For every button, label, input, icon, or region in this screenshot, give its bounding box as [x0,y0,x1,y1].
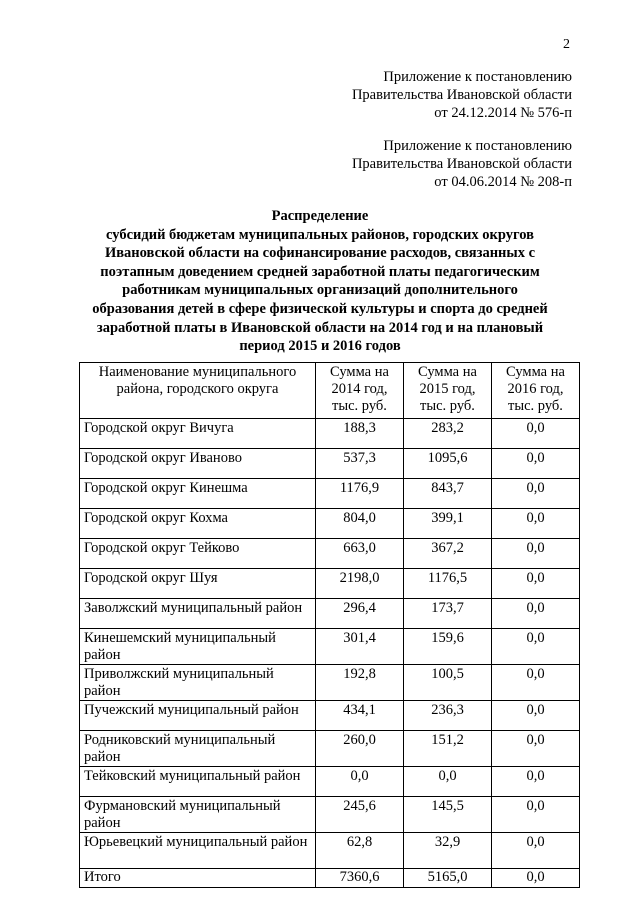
sum-2014: 663,0 [316,539,404,569]
sum-2016: 0,0 [492,731,580,767]
header-municipality: Наименование муниципального района, городского округа [80,363,316,419]
sum-2014: 260,0 [316,731,404,767]
municipality-name: Заволжский муниципальный район [80,599,316,629]
municipality-name: Городской округ Кохма [80,509,316,539]
appendix-reference-1 [352,68,572,122]
sum-2016: 0,0 [492,629,580,665]
sum-2014: 1176,9 [316,479,404,509]
sum-2015: 100,5 [404,665,492,701]
sum-2015: 367,2 [404,539,492,569]
appendix-line: Правительства Ивановской области [351,87,572,103]
sum-2014: 2198,0 [316,569,404,599]
sum-2016: 0,0 [492,833,580,869]
total-2015: 5165,0 [404,869,492,888]
subsidy-distribution-table [79,362,580,888]
municipality-name: Родниковский муниципальный район [80,731,316,767]
sum-2014: 537,3 [316,449,404,479]
sum-2016: 0,0 [492,509,580,539]
sum-2016: 0,0 [492,701,580,731]
appendix-line: Приложение к постановлению [383,138,572,154]
sum-2015: 0,0 [404,767,492,797]
sum-2016: 0,0 [492,665,580,701]
municipality-name: Городской округ Тейково [80,539,316,569]
sum-2016: 0,0 [492,599,580,629]
sum-2016: 0,0 [492,767,580,797]
sum-2014: 192,8 [316,665,404,701]
title-line: Ивановской области на софинансирование расходов, связанных с [104,245,536,262]
page-number: 2 [563,37,570,52]
table-row [80,731,580,767]
title-line: период 2015 и 2016 годов [239,338,401,355]
sum-2015: 159,6 [404,629,492,665]
sum-2014: 245,6 [316,797,404,833]
table-row [80,539,580,569]
municipality-name: Кинешемский муниципальный район [80,629,316,665]
header-sum-2016: Сумма на 2016 год, тыс. руб. [492,363,580,419]
sum-2014: 62,8 [316,833,404,869]
municipality-name: Городской округ Кинешма [80,479,316,509]
document-title [70,207,570,356]
title-heading: Распределение [271,208,369,224]
sum-2015: 145,5 [404,797,492,833]
title-line: образования детей в сфере физической культуры и спорта до средней [92,300,548,317]
sum-2014: 296,4 [316,599,404,629]
municipality-name: Юрьевецкий муниципальный район [80,833,316,869]
title-line: работникам муниципальных организаций дополнительного [122,282,518,299]
sum-2015: 151,2 [404,731,492,767]
sum-2014: 0,0 [316,767,404,797]
table-row [80,833,580,869]
sum-2015: 236,3 [404,701,492,731]
table-header-row [80,363,580,419]
table-row [80,449,580,479]
total-row [80,869,580,888]
header-sum-2014: Сумма на 2014 год, тыс. руб. [316,363,404,419]
appendix-reference-2 [352,137,572,191]
sum-2016: 0,0 [492,479,580,509]
sum-2016: 0,0 [492,539,580,569]
appendix-date-line: от 24.12.2014 № 576-п [434,105,572,121]
municipality-name: Городской округ Шуя [80,569,316,599]
total-2014: 7360,6 [316,869,404,888]
table-row [80,797,580,833]
sum-2014: 804,0 [316,509,404,539]
table-row [80,629,580,665]
municipality-name: Пучежский муниципальный район [80,701,316,731]
table-row [80,701,580,731]
sum-2015: 32,9 [404,833,492,869]
sum-2016: 0,0 [492,419,580,449]
sum-2016: 0,0 [492,569,580,599]
sum-2015: 1176,5 [404,569,492,599]
appendix-line: Приложение к постановлению [383,69,572,85]
sum-2014: 434,1 [316,701,404,731]
appendix-date-line: от 04.06.2014 № 208-п [434,174,572,190]
table-row [80,599,580,629]
title-line: заработной платы в Ивановской области на 2014 год и на плановый [96,319,544,336]
header-sum-2015: Сумма на 2015 год, тыс. руб. [404,363,492,419]
table-row [80,419,580,449]
municipality-name: Городской округ Иваново [80,449,316,479]
municipality-name: Тейковский муниципальный район [80,767,316,797]
municipality-name: Приволжский муниципальный район [80,665,316,701]
sum-2016: 0,0 [492,797,580,833]
table-row [80,665,580,701]
total-2016: 0,0 [492,869,580,888]
sum-2014: 188,3 [316,419,404,449]
municipality-name: Городской округ Вичуга [80,419,316,449]
sum-2015: 1095,6 [404,449,492,479]
title-line: поэтапным доведением средней заработной платы педагогическим [100,263,540,280]
title-line: субсидий бюджетам муниципальных районов, городских округов [106,226,534,243]
sum-2015: 399,1 [404,509,492,539]
sum-2016: 0,0 [492,449,580,479]
table-row [80,509,580,539]
table-row [80,767,580,797]
total-label: Итого [80,869,316,888]
table-row [80,479,580,509]
appendix-line: Правительства Ивановской области [351,156,572,172]
sum-2015: 283,2 [404,419,492,449]
municipality-name: Фурмановский муниципальный район [80,797,316,833]
sum-2015: 173,7 [404,599,492,629]
sum-2015: 843,7 [404,479,492,509]
table-row [80,569,580,599]
sum-2014: 301,4 [316,629,404,665]
